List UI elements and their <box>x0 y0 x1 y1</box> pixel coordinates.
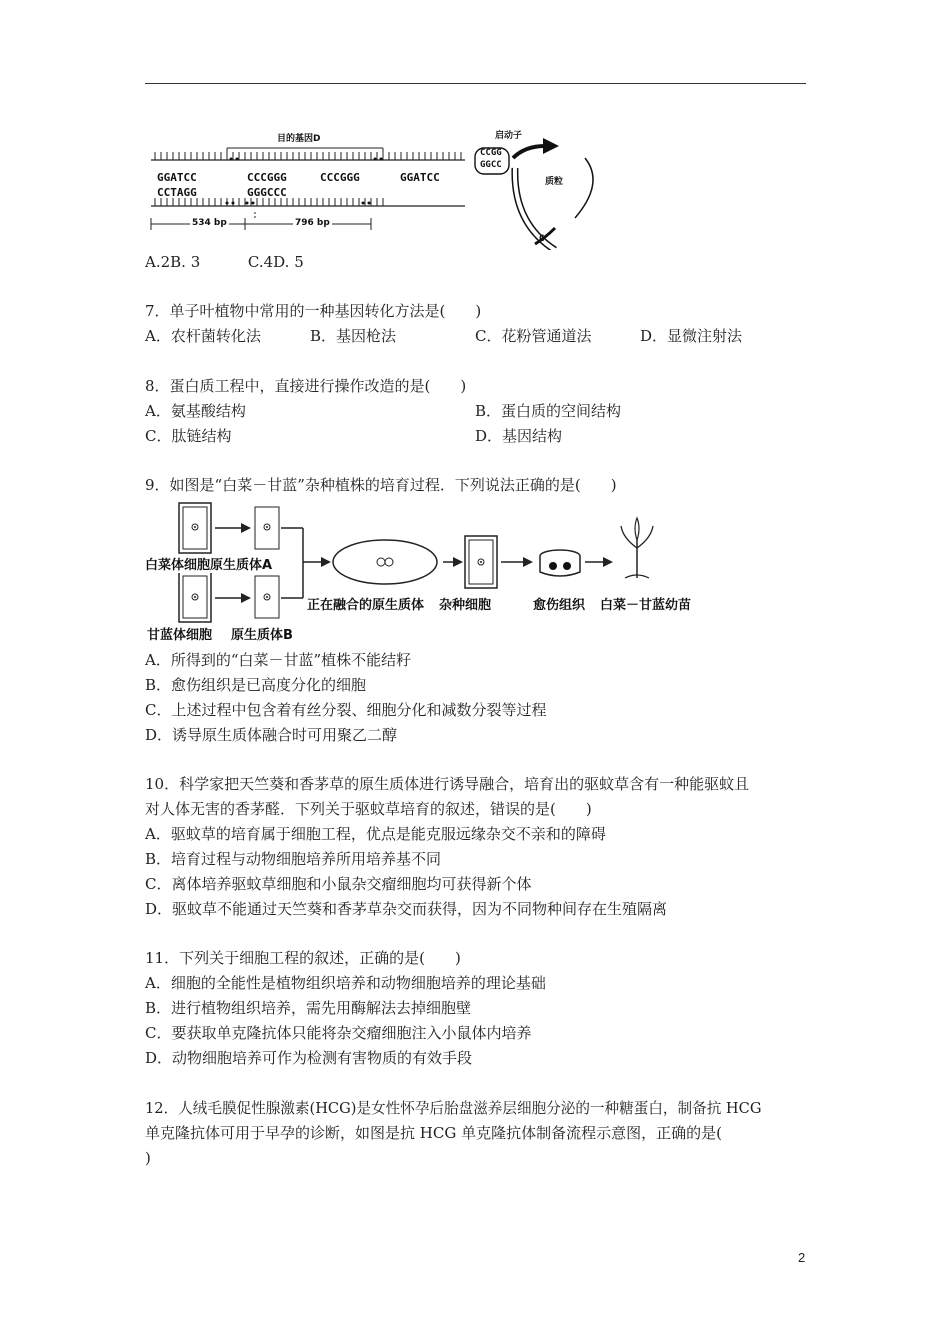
seq-mid1-bottom: GGGCCC <box>247 186 287 199</box>
plasmid-label: 质粒 <box>545 177 564 187</box>
q9-stem: 9．如图是“白菜－甘蓝”杂种植株的培育过程．下列说法正确的是( ) <box>145 476 617 494</box>
q6-options: A.2B. 3 C.4D. 5 <box>145 253 304 271</box>
box-seq-bottom: GGCC <box>480 160 502 170</box>
promoter-label: 启动子 <box>495 131 523 141</box>
q8-option-a: A．氨基酸结构 <box>145 402 246 420</box>
q10-option-b: B．培育过程与动物细胞培养所用培养基不同 <box>145 850 442 868</box>
q10-stem-line1: 10．科学家把天竺葵和香茅草的原生质体进行诱导融合，培育出的驱蚊草含有一种能驱蚊且 <box>145 775 750 793</box>
seedling-label: 白菜－甘蓝幼苗 <box>600 598 692 613</box>
q8-option-d: D．基因结构 <box>475 427 563 445</box>
q9-option-a: A．所得到的“白菜－甘蓝”植株不能结籽 <box>145 651 412 669</box>
q8-stem: 8．蛋白质工程中，直接进行操作改造的是( ) <box>145 377 467 395</box>
box-seq-top: CCGG <box>480 148 502 158</box>
page-number: 2 <box>798 1250 806 1265</box>
q9-option-d: D．诱导原生质体融合时可用聚乙二醇 <box>145 726 398 744</box>
q7-option-d: D．显微注射法 <box>640 327 743 345</box>
fusion-figure <box>145 500 715 645</box>
q7-option-a: A．农杆菌转化法 <box>145 327 261 345</box>
hybrid-cell-label: 杂种细胞 <box>439 598 492 613</box>
q10-option-a: A．驱蚊草的培育属于细胞工程，优点是能克服远缘杂交不亲和的障碍 <box>145 825 606 843</box>
protoplast-b-label: 原生质体B <box>231 628 293 643</box>
callus-label: 愈伤组织 <box>533 598 586 613</box>
q9-option-b: B．愈伤组织是已高度分化的细胞 <box>145 676 367 694</box>
q11-option-c: C．要获取单克隆抗体只能将杂交瘤细胞注入小鼠体内培养 <box>145 1024 532 1042</box>
seq-left-top: GGATCC <box>157 171 197 184</box>
q12-line1: 12．人绒毛膜促性腺激素(HCG)是女性怀孕后胎盘滋养层细胞分泌的一种糖蛋白，制备抗 HCG <box>145 1100 762 1117</box>
q11-option-b: B．进行植物组织培养，需先用酶解法去掉细胞壁 <box>145 999 472 1017</box>
q11-option-d: D．动物细胞培养可作为检测有害物质的有效手段 <box>145 1049 473 1067</box>
bp-right-label: 796 bp <box>295 218 330 228</box>
cabbage-cell-label: 甘蓝体细胞 <box>147 628 213 643</box>
bottom-fragment: G <box>539 234 545 244</box>
q10-stem-line2: 对人体无害的香茅醛．下列关于驱蚊草培育的叙述，错误的是( ) <box>145 800 592 818</box>
q7-option-b: B．基因枪法 <box>310 327 397 345</box>
seq-right-top: GGATCC <box>400 171 440 184</box>
q10-option-d: D．驱蚊草不能通过天竺葵和香茅草杂交而获得，因为不同物种间存在生殖隔离 <box>145 900 668 918</box>
q12-line2: 单克隆抗体可用于早孕的诊断，如图是抗 HCG 单克隆抗体制备流程示意图，正确的是( <box>145 1124 722 1142</box>
fusing-protoplast-label: 正在融合的原生质体 <box>307 598 425 613</box>
dna-figure <box>145 128 615 250</box>
dna-diagram <box>145 128 615 250</box>
bp-left-label: 534 bp <box>192 218 227 228</box>
q7-option-c: C．花粉管通道法 <box>475 327 592 345</box>
header-rule <box>145 83 806 84</box>
q12-line3: ) <box>145 1149 151 1167</box>
q11-option-a: A．细胞的全能性是植物组织培养和动物细胞培养的理论基础 <box>145 974 546 992</box>
q7-stem: 7．单子叶植物中常用的一种基因转化方法是( ) <box>145 302 482 320</box>
protoplast-a-label: 白菜体细胞原生质体A <box>145 554 272 573</box>
gene-d-label: 目的基因D <box>277 134 321 144</box>
q9-option-c: C．上述过程中包含着有丝分裂、细胞分化和减数分裂等过程 <box>145 701 547 719</box>
seq-mid1-top: CCCGGG <box>247 171 287 184</box>
seq-left-bottom: CCTAGG <box>157 186 197 199</box>
seq-mid2-top: CCCGGG <box>320 171 360 184</box>
q10-option-c: C．离体培养驱蚊草细胞和小鼠杂交瘤细胞均可获得新个体 <box>145 875 532 893</box>
q8-option-b: B．蛋白质的空间结构 <box>475 402 622 420</box>
q11-stem: 11．下列关于细胞工程的叙述，正确的是( ) <box>145 949 461 967</box>
q8-option-c: C．肽链结构 <box>145 427 232 445</box>
